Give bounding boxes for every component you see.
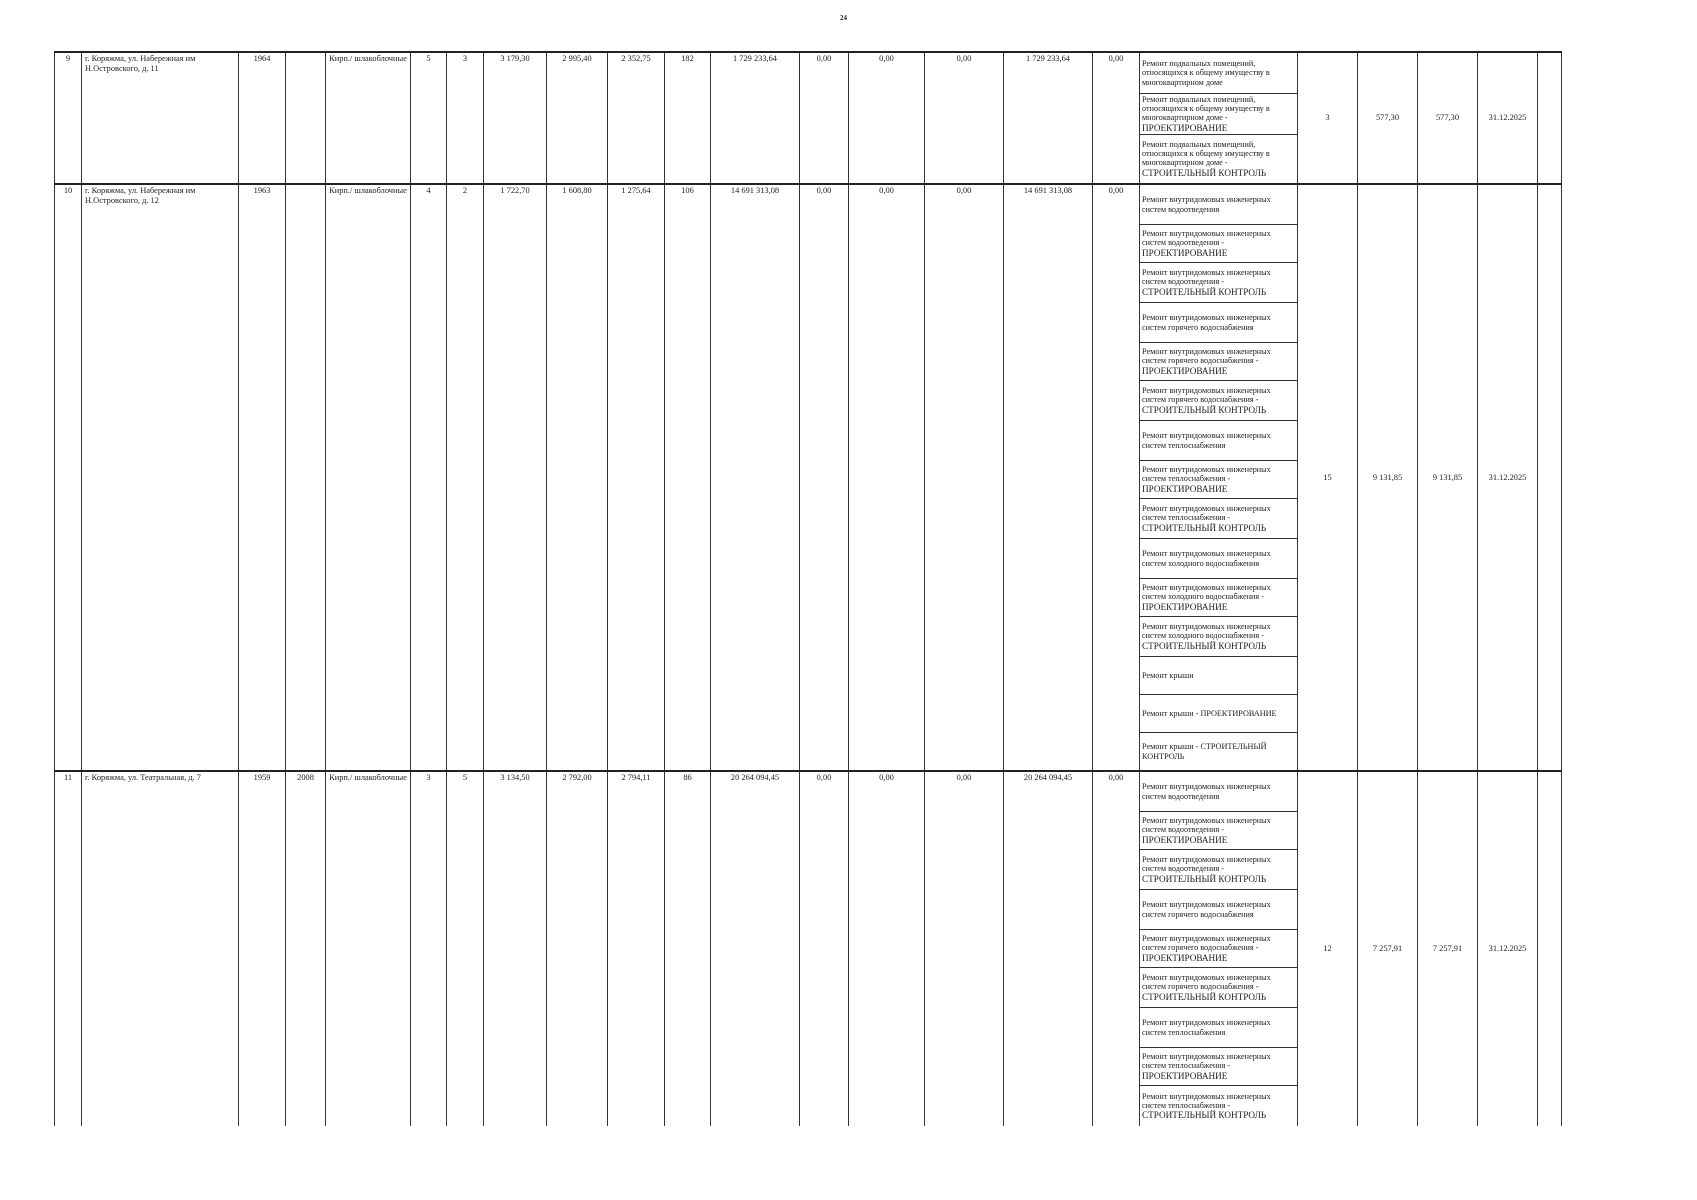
work-item [1140, 94, 1297, 135]
deadline-cell: 31.12.2025 [1478, 52, 1538, 184]
work-item [1140, 695, 1297, 733]
work-item-text: Ремонт внутридомовых инженерных систем горячего водоснабжения - [1142, 386, 1271, 405]
work-item [1140, 930, 1297, 968]
work-item [1140, 772, 1297, 812]
cost-total-cell: 20 264 094,45 [711, 771, 800, 1126]
work-item-text: Ремонт внутридомовых инженерных систем водоотведения [1142, 195, 1271, 214]
work-item-text: Ремонт внутридомовых инженерных систем теплоснабжения - [1142, 504, 1271, 523]
work-item-text: Ремонт подвальных помещений, относящихся к общему имуществу в многоквартирном доме - [1142, 95, 1270, 123]
work-item [1140, 812, 1297, 850]
material-cell: Кирп./ шлакоблочные [326, 771, 411, 1126]
work-item-text: Ремонт внутридомовых инженерных систем горячего водоснабжения - [1142, 973, 1271, 992]
year-overhaul-cell: 2008 [286, 771, 326, 1126]
work-item [1140, 499, 1297, 539]
work-item-text: Ремонт внутридомовых инженерных систем теплоснабжения [1142, 1018, 1271, 1037]
residents-cell: 86 [665, 771, 711, 1126]
address-cell: г. Коряжма, ул. Набережная им Н.Островского, д. 11 [82, 52, 239, 184]
year-overhaul-cell [286, 52, 326, 184]
material-cell: Кирп./ шлакоблочные [326, 52, 411, 184]
work-item-stage: ПРОЕКТИРОВАНИЕ [1142, 952, 1228, 963]
floors-cell: 4 [411, 184, 447, 771]
material-cell: Кирп./ шлакоблочные [326, 184, 411, 771]
work-item [1140, 421, 1297, 461]
work-item-text: Ремонт внутридомовых инженерных систем теплоснабжения [1142, 431, 1271, 450]
work-item-text: Ремонт внутридомовых инженерных систем горячего водоснабжения [1142, 900, 1271, 919]
year-overhaul-cell [286, 184, 326, 771]
fund-regional-cell: 0,00 [849, 52, 925, 184]
fund-fss-cell: 0,00 [800, 771, 849, 1126]
work-item-text: Ремонт внутридомовых инженерных систем горячего водоснабжения - [1142, 934, 1271, 953]
fund-owners-cell: 20 264 094,45 [1004, 771, 1093, 1126]
deadline-cell: 31.12.2025 [1478, 771, 1538, 1126]
work-item [1140, 968, 1297, 1008]
work-item-text: Ремонт крыши - СТРОИТЕЛЬНЫЙ КОНТРОЛЬ [1142, 742, 1267, 761]
max-cost-cell: 9 131,85 [1418, 184, 1478, 771]
work-item-text: Ремонт внутридомовых инженерных систем водоотведения [1142, 782, 1271, 801]
work-item-text: Ремонт внутридомовых инженерных систем холодного водоснабжения - [1142, 622, 1271, 641]
works-count-cell: 15 [1298, 184, 1358, 771]
entrances-cell: 3 [447, 52, 484, 184]
work-item-text: Ремонт подвальных помещений, относящихся к общему имуществу в многоквартирном доме [1142, 59, 1270, 87]
work-item [1140, 461, 1297, 499]
work-item-stage: СТРОИТЕЛЬНЫЙ КОНТРОЛЬ [1142, 522, 1267, 533]
fund-regional-cell: 0,00 [849, 771, 925, 1126]
fund-owners-cell: 1 729 233,64 [1004, 52, 1093, 184]
area-premises-cell: 2 995,40 [547, 52, 608, 184]
area-residential-cell: 2 352,75 [608, 52, 665, 184]
floors-cell: 3 [411, 771, 447, 1126]
work-item-stage: СТРОИТЕЛЬНЫЙ КОНТРОЛЬ [1142, 873, 1267, 884]
fund-owners-cell: 14 691 313,08 [1004, 184, 1093, 771]
work-item [1140, 135, 1297, 183]
deadline-cell: 31.12.2025 [1478, 184, 1538, 771]
work-item-stage: СТРОИТЕЛЬНЫЙ КОНТРОЛЬ [1142, 404, 1267, 415]
work-item-text: Ремонт внутридомовых инженерных систем теплоснабжения - [1142, 1052, 1271, 1071]
work-item-text: Ремонт внутридомовых инженерных систем холодного водоснабжения - [1142, 583, 1271, 602]
work-item-text: Ремонт подвальных помещений, относящихся к общему имуществу в многоквартирном доме - [1142, 140, 1270, 168]
work-item-text: Ремонт внутридомовых инженерных систем холодного водоснабжения [1142, 549, 1271, 568]
work-item-text: Ремонт внутридомовых инженерных систем водоотведения - [1142, 816, 1271, 835]
cost-total-cell: 1 729 233,64 [711, 52, 800, 184]
work-item [1140, 225, 1297, 263]
work-item-stage: ПРОЕКТИРОВАНИЕ [1142, 122, 1228, 133]
works-list [1140, 185, 1297, 770]
work-item-stage: СТРОИТЕЛЬНЫЙ КОНТРОЛЬ [1142, 640, 1267, 651]
work-item [1140, 1086, 1297, 1126]
work-item [1140, 185, 1297, 225]
fund-fss-cell: 0,00 [800, 52, 849, 184]
area-premises-cell: 1 608,80 [547, 184, 608, 771]
work-item-text: Ремонт внутридомовых инженерных систем водоотведения - [1142, 855, 1271, 874]
work-item-text: Ремонт внутридомовых инженерных систем горячего водоснабжения - [1142, 347, 1271, 366]
blank-cell [1538, 52, 1562, 184]
work-item [1140, 539, 1297, 579]
year-built-cell: 1959 [239, 771, 286, 1126]
area-total-cell: 3 179,30 [484, 52, 547, 184]
work-item-stage: СТРОИТЕЛЬНЫЙ КОНТРОЛЬ [1142, 167, 1267, 178]
works-list [1140, 53, 1297, 183]
works-count-cell: 3 [1298, 52, 1358, 184]
fund-local-cell: 0,00 [925, 184, 1004, 771]
area-total-cell: 3 134,50 [484, 771, 547, 1126]
work-item-stage: ПРОЕКТИРОВАНИЕ [1142, 483, 1228, 494]
fund-regional-cell: 0,00 [849, 184, 925, 771]
table-row [55, 184, 1562, 771]
entrances-cell: 2 [447, 184, 484, 771]
work-item-text: Ремонт внутридомовых инженерных систем теплоснабжения - [1142, 1091, 1271, 1110]
work-item [1140, 733, 1297, 770]
work-item [1140, 303, 1297, 343]
year-built-cell: 1964 [239, 52, 286, 184]
work-item-text: Ремонт внутридомовых инженерных систем водоотведения - [1142, 268, 1271, 287]
fund-local-cell: 0,00 [925, 52, 1004, 184]
work-item [1140, 263, 1297, 303]
work-item [1140, 617, 1297, 657]
fund-other-cell: 0,00 [1093, 52, 1140, 184]
work-item-stage: ПРОЕКТИРОВАНИЕ [1142, 834, 1228, 845]
work-item-stage: СТРОИТЕЛЬНЫЙ КОНТРОЛЬ [1142, 1110, 1267, 1121]
row-number: 11 [55, 771, 82, 1126]
works-cell [1140, 52, 1298, 184]
work-item-stage: ПРОЕКТИРОВАНИЕ [1142, 365, 1228, 376]
cost-total-cell: 14 691 313,08 [711, 184, 800, 771]
year-built-cell: 1963 [239, 184, 286, 771]
table-row [55, 52, 1562, 184]
floors-cell: 5 [411, 52, 447, 184]
area-residential-cell: 1 275,64 [608, 184, 665, 771]
work-item-stage: ПРОЕКТИРОВАНИЕ [1142, 601, 1228, 612]
page-number: 24 [840, 14, 847, 22]
overhaul-table [54, 51, 1562, 1126]
fund-other-cell: 0,00 [1093, 184, 1140, 771]
specific-cost-cell: 9 131,85 [1358, 184, 1418, 771]
work-item-stage: ПРОЕКТИРОВАНИЕ [1142, 1070, 1228, 1081]
specific-cost-cell: 7 257,91 [1358, 771, 1418, 1126]
works-list [1140, 772, 1297, 1126]
work-item [1140, 1008, 1297, 1048]
work-item [1140, 657, 1297, 695]
entrances-cell: 5 [447, 771, 484, 1126]
table-row [55, 771, 1562, 1126]
works-cell [1140, 184, 1298, 771]
work-item-stage: СТРОИТЕЛЬНЫЙ КОНТРОЛЬ [1142, 991, 1267, 1002]
work-item [1140, 579, 1297, 617]
work-item-text: Ремонт крыши [1142, 670, 1194, 680]
blank-cell [1538, 184, 1562, 771]
area-premises-cell: 2 792,00 [547, 771, 608, 1126]
work-item-text: Ремонт внутридомовых инженерных систем водоотведения - [1142, 229, 1271, 248]
residents-cell: 182 [665, 52, 711, 184]
works-count-cell: 12 [1298, 771, 1358, 1126]
area-total-cell: 1 722,70 [484, 184, 547, 771]
residents-cell: 106 [665, 184, 711, 771]
work-item-stage: СТРОИТЕЛЬНЫЙ КОНТРОЛЬ [1142, 286, 1267, 297]
work-item-text: Ремонт внутридомовых инженерных систем горячего водоснабжения [1142, 313, 1271, 332]
work-item [1140, 890, 1297, 930]
work-item-text: Ремонт крыши - ПРОЕКТИРОВАНИЕ [1142, 708, 1277, 718]
work-item [1140, 343, 1297, 381]
works-cell [1140, 771, 1298, 1126]
work-item-stage: ПРОЕКТИРОВАНИЕ [1142, 247, 1228, 258]
work-item-text: Ремонт внутридомовых инженерных систем теплоснабжения - [1142, 465, 1271, 484]
row-number: 10 [55, 184, 82, 771]
work-item [1140, 381, 1297, 421]
address-cell: г. Коряжма, ул. Театральная, д. 7 [82, 771, 239, 1126]
work-item [1140, 1048, 1297, 1086]
max-cost-cell: 577,30 [1418, 52, 1478, 184]
work-item [1140, 53, 1297, 94]
blank-cell [1538, 771, 1562, 1126]
fund-local-cell: 0,00 [925, 771, 1004, 1126]
specific-cost-cell: 577,30 [1358, 52, 1418, 184]
address-cell: г. Коряжма, ул. Набережная им Н.Островского, д. 12 [82, 184, 239, 771]
row-number: 9 [55, 52, 82, 184]
fund-fss-cell: 0,00 [800, 184, 849, 771]
area-residential-cell: 2 794,11 [608, 771, 665, 1126]
max-cost-cell: 7 257,91 [1418, 771, 1478, 1126]
work-item [1140, 850, 1297, 890]
fund-other-cell: 0,00 [1093, 771, 1140, 1126]
